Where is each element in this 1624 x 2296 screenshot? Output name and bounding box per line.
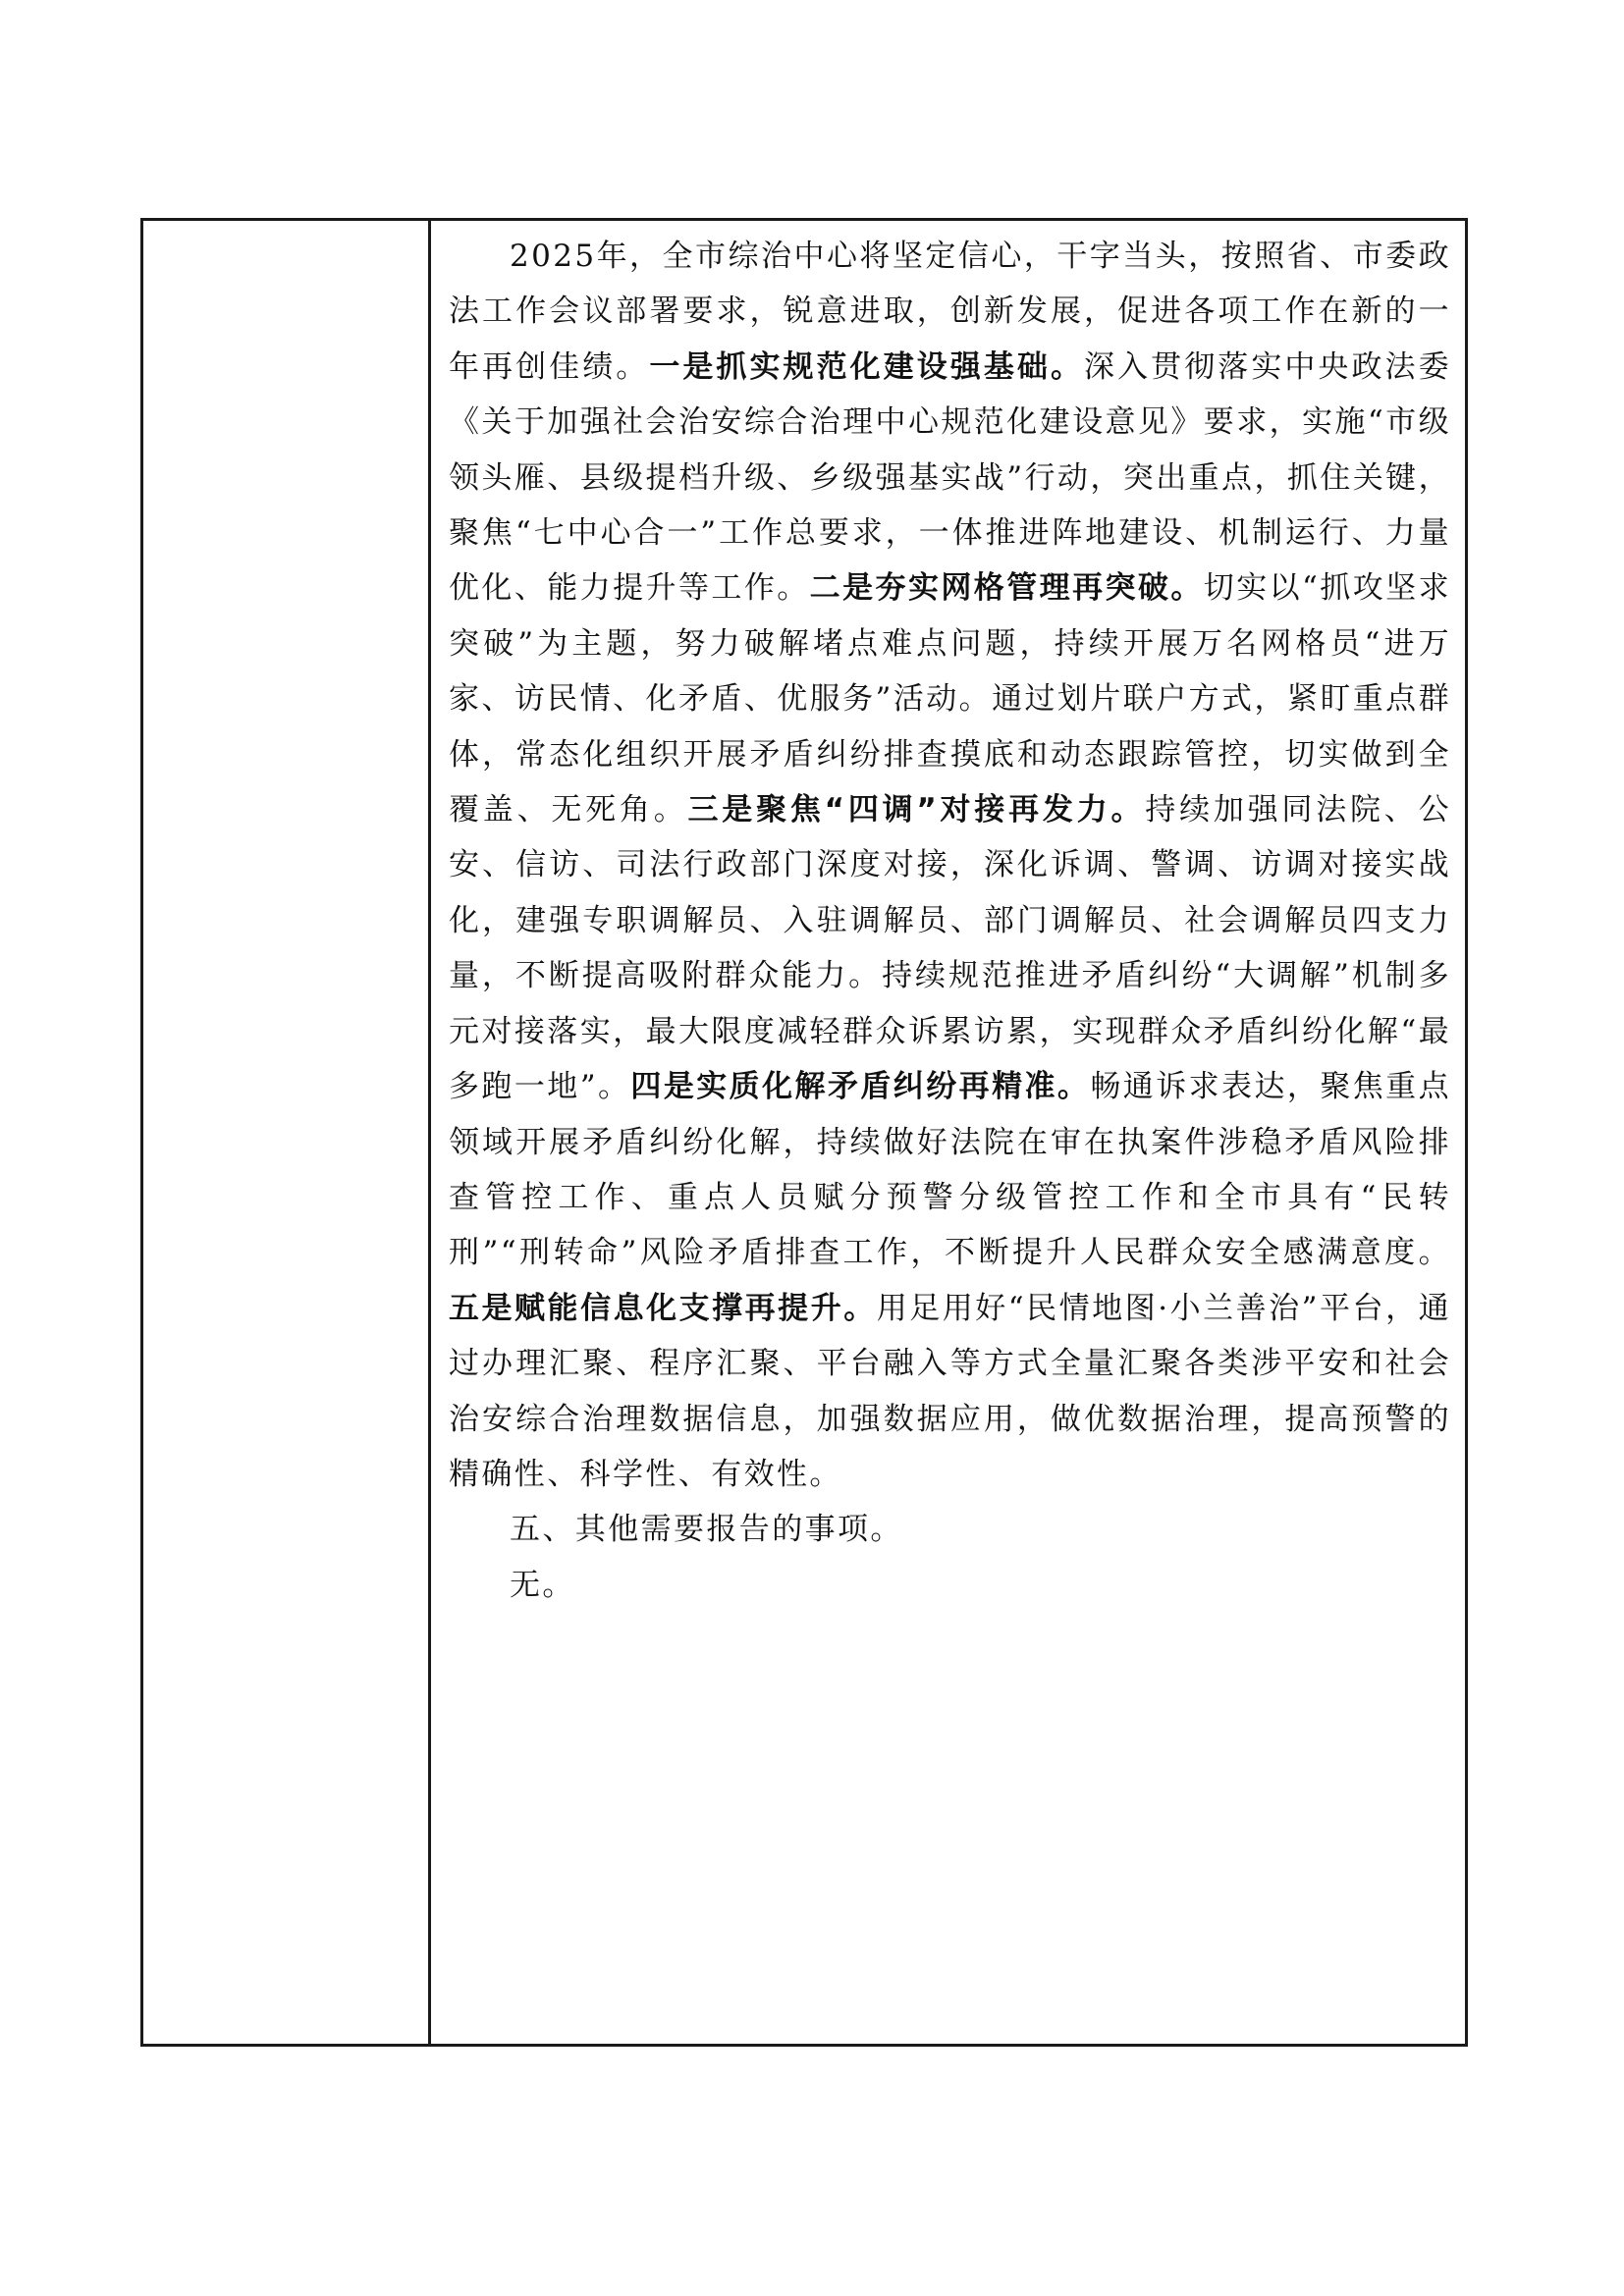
paragraph-text: 深入贯彻落实中央政法委《关于加强社会治安综合治理中心规范化建设意见》要求，实施“市级领头雁、县级提档升级、乡级强基实战”行动，突出重点，抓住关键，聚焦“七中心合一”工作总要求，一体推进阵地建设、机制运行、力量优化、能力提升等工作。 bbox=[449, 348, 1451, 607]
section-body: 无。 bbox=[510, 1567, 575, 1603]
label-column-cell bbox=[143, 221, 431, 2044]
paragraph-text: 切实以“抓攻坚求突破”为主题，努力破解堵点难点问题，持续开展万名网格员“进万家、访民情、化矛盾、优服务”活动。通过划片联户方式，紧盯重点群体，常态化组织开展矛盾纠纷排查摸底和动态跟踪管控，切实做到全覆盖、无死角。 bbox=[449, 570, 1451, 828]
key-point-heading: 五是赋能信息化支撑再提升。 bbox=[449, 1290, 877, 1326]
key-point-heading: 四是实质化解矛盾纠纷再精准。 bbox=[630, 1069, 1091, 1105]
key-point-heading: 二是夯实网格管理再突破。 bbox=[809, 570, 1204, 607]
paragraph-text: 持续加强同法院、公安、信访、司法行政部门深度对接，深化诉调、警调、访调对接实战化，建强专职调解员、入驻调解员、部门调解员、社会调解员四支力量，不断提高吸附群众能力。持续规范推进矛盾纠纷“大调解”机制多元对接落实，最大限度减轻群众诉累访累，实现群众矛盾纠纷化解“最多跑一地”。 bbox=[449, 792, 1451, 1105]
paragraph-text: 2025年，全市综治中心将坚定信心，干字当头，按照省、市委政法工作会议部署要求，锐意进取，创新发展，促进各项工作在新的一年再创佳绩。 bbox=[449, 239, 1451, 385]
key-point-heading: 三是聚焦“四调”对接再发力。 bbox=[687, 792, 1146, 828]
key-point-heading: 一是抓实规范化建设强基础。 bbox=[649, 348, 1085, 385]
work-plan-paragraph bbox=[449, 229, 1451, 1502]
paragraph-text: 畅通诉求表达，聚焦重点领域开展矛盾纠纷化解，持续做好法院在审在执案件涉稳矛盾风险排查管控工作、重点人员赋分预警分级管控工作和全市具有“民转刑”“刑转命”风险矛盾排查工作，不断提升人民群众安全感满意度。 bbox=[449, 1069, 1452, 1271]
report-form-table bbox=[140, 218, 1468, 2047]
content-column-cell bbox=[434, 221, 1465, 2044]
paragraph-text: 用足用好“民情地图·小兰善治”平台，通过办理汇聚、程序汇聚、平台融入等方式全量汇聚各类涉平安和社会治安综合治理数据信息，加强数据应用，做优数据治理，提高预警的精确性、科学性、有效性。 bbox=[449, 1290, 1451, 1492]
section-heading: 五、其他需要报告的事项。 bbox=[510, 1512, 903, 1548]
